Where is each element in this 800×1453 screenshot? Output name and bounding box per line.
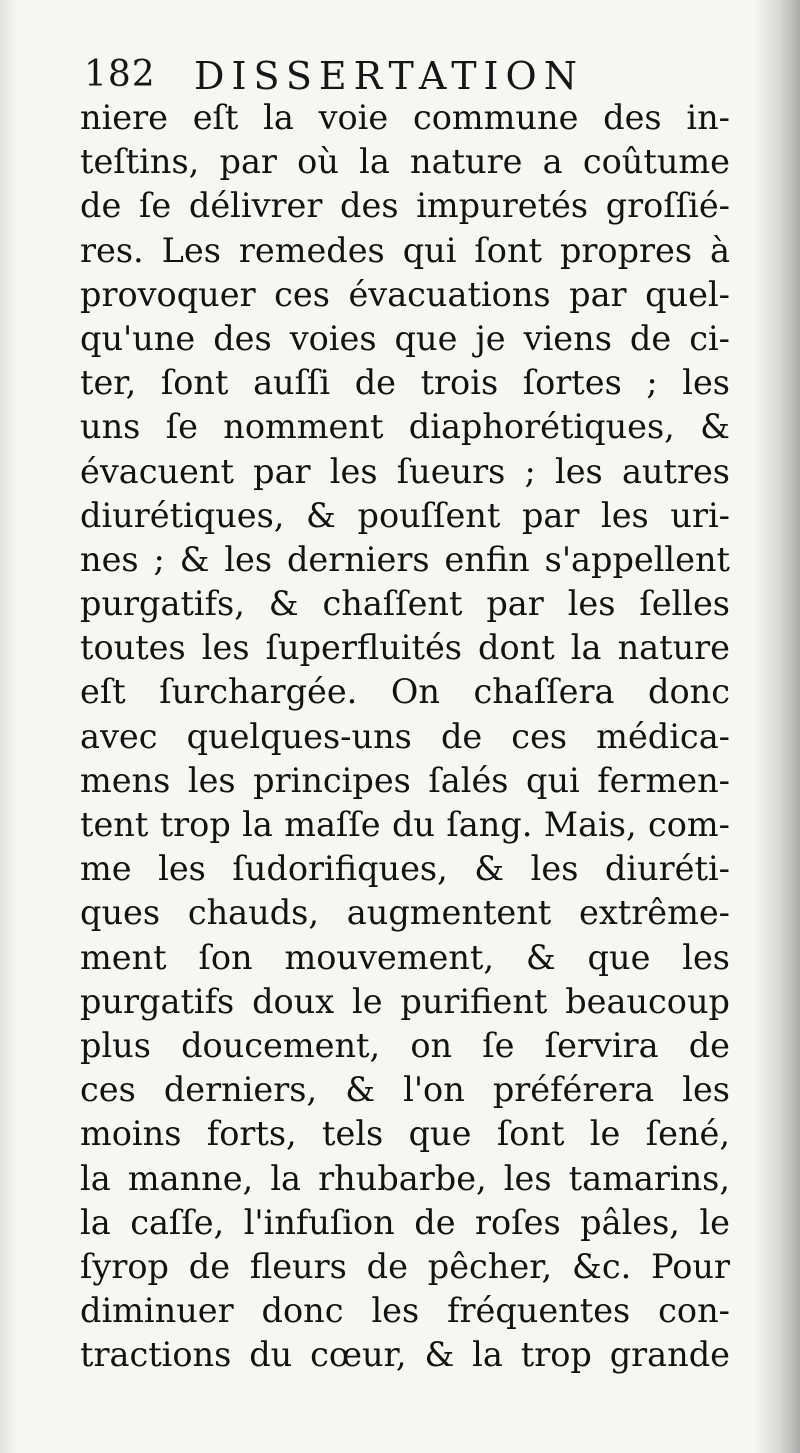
text-line: provoquer ces évacuations par quel- xyxy=(80,274,730,314)
text-line: toutes les ſuperfluités dont la nature xyxy=(80,628,730,668)
text-line: niere eſt la voie commune des in- xyxy=(80,98,730,137)
text-line: qu'une des voies que je viens de ci- xyxy=(80,318,730,358)
running-head: DISSERTATION xyxy=(194,54,584,98)
text-line: ſyrop de fleurs de pêcher, &c. Pour xyxy=(80,1246,730,1286)
text-line: purgatifs, & chaſſent par les ſelles xyxy=(80,584,730,624)
text-line: mens les principes ſalés qui fermen- xyxy=(80,760,730,800)
text-line: ment ſon mouvement, & que les xyxy=(80,937,730,977)
text-line: me les ſudorifiques, & les diuréti- xyxy=(80,849,730,889)
text-line: eſt ſurchargée. On chaſſera donc xyxy=(80,672,730,712)
text-line: moins forts, tels que ſont le ſené, xyxy=(80,1114,730,1154)
binding-gutter-shadow xyxy=(754,0,800,1453)
text-line: de ſe délivrer des impuretés groſſié- xyxy=(80,186,730,226)
text-line: la caſſe, l'infuſion de roſes pâles, le xyxy=(80,1202,730,1242)
page-header xyxy=(84,40,744,102)
text-line: avec quelques-uns de ces médica- xyxy=(80,716,730,756)
text-line: tractions du cœur, & la trop grande xyxy=(80,1335,730,1375)
text-line: teſtins, par où la nature a coûtume xyxy=(80,142,730,182)
page-number: 182 xyxy=(84,54,156,95)
text-line: évacuent par les ſueurs ; les autres xyxy=(80,451,730,491)
text-line: nes ; & les derniers enfin s'appellent xyxy=(80,539,730,579)
body-text xyxy=(80,96,730,1377)
text-line: diurétiques, & pouſſent par les uri- xyxy=(80,495,730,535)
text-line: purgatifs doux le purifient beaucoup xyxy=(80,981,730,1021)
text-line: la manne, la rhubarbe, les tamarins, xyxy=(80,1158,730,1198)
page-left-edge xyxy=(0,0,18,1453)
text-line: res. Les remedes qui ſont propres à xyxy=(80,230,730,270)
text-line: ter, ſont auſſi de trois ſortes ; les xyxy=(80,363,730,403)
text-line: plus doucement, on ſe ſervira de xyxy=(80,1025,730,1065)
text-line: tent trop la maſſe du ſang. Mais, com- xyxy=(80,805,730,844)
text-line: uns ſe nomment diaphorétiques, & xyxy=(80,407,730,447)
text-line: ques chauds, augmentent extrême- xyxy=(80,893,730,933)
text-line: diminuer donc les fréquentes con- xyxy=(80,1291,730,1331)
text-line: ces derniers, & l'on préférera les xyxy=(80,1070,730,1110)
